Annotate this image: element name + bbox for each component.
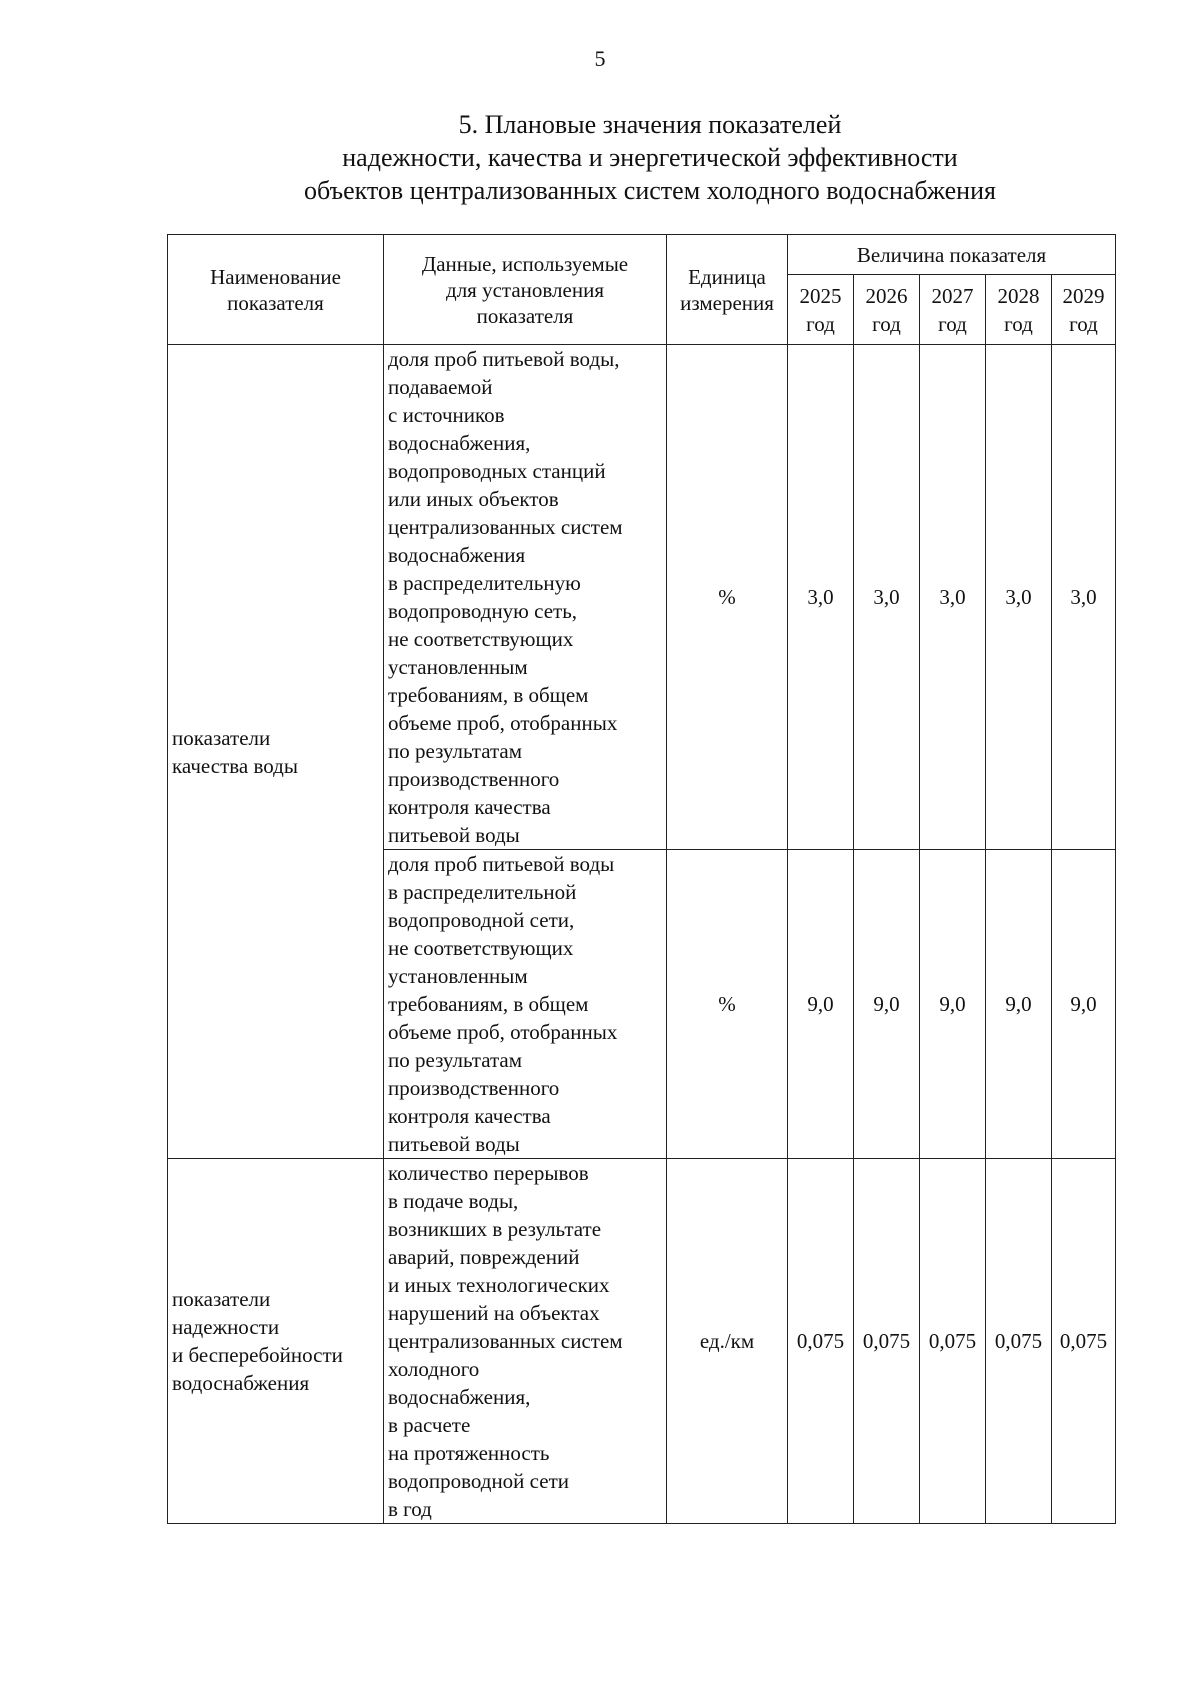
header-text: показателя [476,303,574,328]
unit-cell: % [667,345,788,850]
value-cell: 3,0 [1052,345,1116,850]
header-text: для установления [446,277,604,302]
description-line: водоснабжения, [388,431,531,455]
description-line: на протяженность [388,1441,550,1465]
description-line: и иных технологических [388,1273,610,1297]
table-row [168,1159,1116,1524]
header-unit [667,235,788,345]
header-text: Единица [688,264,766,289]
unit-cell: % [667,850,788,1159]
header-indicator-name [168,235,384,345]
value-cell: 9,0 [788,850,854,1159]
description-line: централизованных систем [388,1329,623,1353]
header-year [1052,275,1116,345]
indicator-name-line: и бесперебойности [172,1343,343,1367]
indicators-table [167,234,1116,1524]
description-line: в распределительной [388,880,577,904]
year-number: 2027 [931,283,974,308]
page-number: 5 [594,46,606,71]
description-line: по результатам [388,1048,523,1072]
year-number: 2029 [1062,283,1105,308]
indicator-name-line: водоснабжения [172,1371,310,1395]
value-cell: 3,0 [854,345,920,850]
header-text: показателя [227,290,324,315]
description-line: не соответствующих [388,627,574,651]
description-line: водопроводных станций [388,459,606,483]
description-line: подаваемой [388,375,493,399]
description-line: доля проб питьевой воды, [388,347,620,371]
header-year [854,275,920,345]
description-line: холодного [388,1357,480,1381]
description-line: контроля качества [388,795,551,819]
description-line: требованиям, в общем [388,683,589,707]
description-line: производственного [388,767,560,791]
indicator-name-line: качества воды [172,753,298,778]
description-line: установленным [388,964,528,988]
value-cell: 9,0 [854,850,920,1159]
description-line: по результатам [388,739,523,763]
unit-cell: ед./км [667,1159,788,1524]
value-cell: 9,0 [1052,850,1116,1159]
description-line: нарушений на объектах [388,1301,600,1325]
header-data-used [384,235,667,345]
description-line: водопроводную сеть, [388,599,578,623]
description-line: централизованных систем [388,515,623,539]
header-text: измерения [680,290,774,315]
description-line: питьевой воды [388,823,520,847]
header-value-group: Величина показателя [788,235,1116,275]
indicator-name-line: надежности [172,1315,280,1339]
indicator-name-line: показатели [172,725,271,750]
value-cell: 0,075 [788,1159,854,1524]
description-line: водоснабжения [388,543,526,567]
description-line: аварий, повреждений [388,1245,580,1269]
value-cell: 0,075 [854,1159,920,1524]
description-line: в год [388,1497,432,1521]
data-description-cell [384,850,667,1159]
heading-line-2: надежности, качества и энергетической эффективности [342,143,958,172]
year-suffix: год [1004,311,1033,336]
indicator-name-line: показатели [172,1287,271,1311]
year-suffix: год [938,311,967,336]
description-line: не соответствующих [388,936,574,960]
description-line: водоснабжения, [388,1385,531,1409]
value-cell: 9,0 [986,850,1052,1159]
year-number: 2025 [799,283,842,308]
description-line: с источников [388,403,505,427]
document-heading [200,108,1100,207]
year-suffix: год [1069,311,1098,336]
description-line: питьевой воды [388,1132,520,1156]
description-line: требованиям, в общем [388,992,589,1016]
table-body [168,345,1116,1524]
value-cell: 3,0 [788,345,854,850]
value-cell: 0,075 [920,1159,986,1524]
heading-line-3: объектов централизованных систем холодного водоснабжения [304,176,996,205]
description-line: водопроводной сети, [388,908,575,932]
description-line: в подаче воды, [388,1189,519,1213]
header-text: Наименование [210,264,341,289]
year-suffix: год [872,311,901,336]
description-line: объеме проб, отобранных [388,1020,618,1044]
description-line: возникших в результате [388,1217,602,1241]
value-cell: 9,0 [920,850,986,1159]
data-description-cell [384,1159,667,1524]
description-line: в распределительную [388,571,581,595]
header-text: Данные, используемые [421,251,629,276]
value-cell: 3,0 [920,345,986,850]
table-row [168,345,1116,850]
description-line: водопроводной сети [388,1469,569,1493]
indicator-name-cell [168,1159,384,1524]
description-line: доля проб питьевой воды [388,852,615,876]
description-line: в расчете [388,1413,471,1437]
data-description-cell [384,345,667,850]
header-year [920,275,986,345]
description-line: объеме проб, отобранных [388,711,618,735]
header-year [986,275,1052,345]
value-cell: 0,075 [1052,1159,1116,1524]
description-line: производственного [388,1076,560,1100]
year-number: 2026 [865,283,908,308]
description-line: установленным [388,655,528,679]
description-line: или иных объектов [388,487,559,511]
heading-line-1: 5. Плановые значения показателей [458,110,842,139]
value-cell: 0,075 [986,1159,1052,1524]
header-year [788,275,854,345]
year-number: 2028 [997,283,1040,308]
indicator-name-cell [168,345,384,1159]
year-suffix: год [806,311,835,336]
description-line: количество перерывов [388,1161,589,1185]
value-cell: 3,0 [986,345,1052,850]
description-line: контроля качества [388,1104,551,1128]
